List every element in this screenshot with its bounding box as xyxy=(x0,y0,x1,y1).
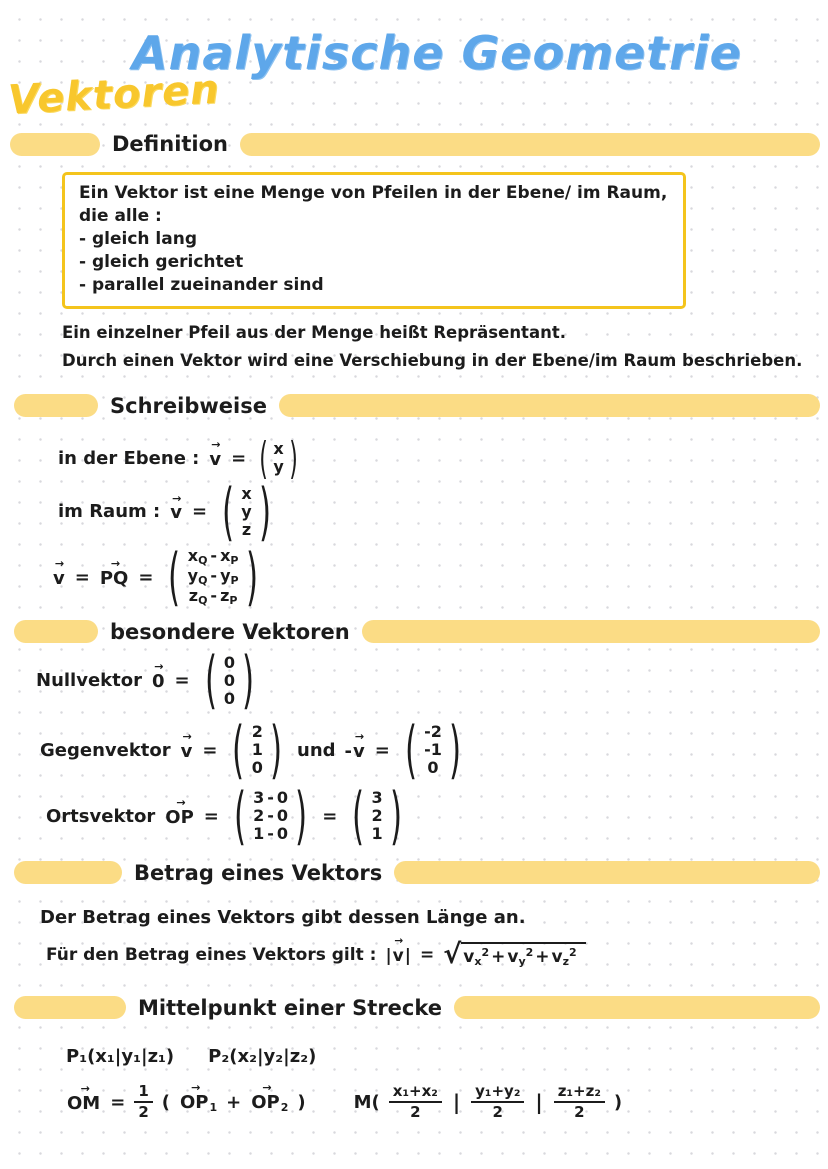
page-header xyxy=(0,0,828,128)
vector-component: -1 xyxy=(424,740,442,760)
column-vector xyxy=(216,485,277,539)
section-title-besondere-vektoren: besondere Vektoren xyxy=(110,619,350,644)
vector-v-symbol: v → xyxy=(169,500,183,523)
equals-sign: = xyxy=(191,501,208,523)
equals-sign: = xyxy=(322,805,338,827)
definition-item: - gleich lang xyxy=(79,228,197,249)
page-title: Analytische Geometrie xyxy=(132,26,742,80)
section-heading-schreibweise xyxy=(14,394,820,418)
vector-component: x xyxy=(241,484,252,504)
vector-component: 0 xyxy=(251,758,263,778)
equals-sign: = xyxy=(138,566,154,588)
left-paren xyxy=(222,486,234,539)
plus-sign: + xyxy=(226,1091,242,1113)
left-paren xyxy=(168,551,180,604)
section-title-schreibweise: Schreibweise xyxy=(110,393,267,418)
formula-label: in der Ebene : xyxy=(58,447,200,469)
vector-component: -2 xyxy=(424,722,442,742)
highlight-pill-left xyxy=(14,620,98,643)
negative-vector-symbol: -v → xyxy=(345,739,366,762)
vector-component: 0 xyxy=(223,652,235,672)
vector-zero-symbol: 0 → xyxy=(151,669,166,692)
right-paren xyxy=(390,790,402,843)
equals-sign: = xyxy=(374,739,390,761)
fraction-one-half: $\frac{1}{2}$ xyxy=(134,1083,152,1122)
vector-component: y xyxy=(241,501,252,521)
right-paren xyxy=(259,486,271,539)
left-paren xyxy=(233,724,245,777)
close-paren: ) xyxy=(297,1091,306,1113)
radical-sign-icon xyxy=(443,943,461,968)
coordinate-separator: | xyxy=(535,1090,543,1115)
column-vector xyxy=(346,789,408,843)
right-paren xyxy=(246,551,258,604)
formula-ortsvektor xyxy=(46,789,828,843)
formula-vector-plane xyxy=(58,440,828,477)
formula-label: Für den Betrag eines Vektors gilt : xyxy=(46,944,377,965)
left-paren xyxy=(205,654,217,707)
vector-component: 0 xyxy=(223,670,235,690)
vector-component: 1 xyxy=(371,823,383,843)
formula-label: Gegenvektor xyxy=(40,739,171,761)
fraction-z: $\frac{\text{z₁+z₂}}{2}$ xyxy=(554,1083,605,1122)
vector-component: 3 - 0 xyxy=(253,788,288,808)
vector-om-symbol: OM → xyxy=(66,1091,101,1114)
vector-component: 2 xyxy=(371,806,383,826)
highlight-pill-left xyxy=(14,861,122,884)
column-vector xyxy=(199,654,261,708)
left-paren xyxy=(405,724,417,777)
vector-component: $x_Q - x_P$ xyxy=(187,545,239,567)
definition-item: - parallel zueinander sind xyxy=(79,274,324,295)
section-title-mittelpunkt: Mittelpunkt einer Strecke xyxy=(138,995,443,1020)
equals-sign: = xyxy=(419,944,435,965)
highlight-pill-left xyxy=(14,394,98,417)
formula-gegenvektor xyxy=(40,723,828,777)
column-vector xyxy=(226,723,288,777)
formula-points xyxy=(66,1046,828,1067)
section-heading-betrag xyxy=(14,861,820,885)
equals-sign: = xyxy=(231,447,247,469)
vector-component: y xyxy=(273,457,284,477)
vector-component: 1 xyxy=(251,740,263,760)
section-title-definition: Definition xyxy=(112,132,229,156)
highlight-pill-right xyxy=(240,133,820,156)
vector-component: 2 xyxy=(251,722,263,742)
left-paren xyxy=(352,790,364,843)
definition-box xyxy=(62,172,686,309)
formula-label: Nullvektor xyxy=(36,670,142,692)
vector-op1-symbol: OP $\to_1$ xyxy=(179,1090,217,1114)
highlight-pill-right xyxy=(394,861,820,884)
definition-item: - gleich gerichtet xyxy=(79,251,244,272)
formula-nullvektor xyxy=(36,654,828,708)
fraction-y: $\frac{\text{y₁+y₂}}{2}$ xyxy=(471,1083,524,1122)
section-heading-mittelpunkt xyxy=(14,996,820,1020)
definition-intro: Ein Vektor ist eine Menge von Pfeilen in der Ebene/ im Raum, die alle : xyxy=(79,183,668,226)
right-paren xyxy=(289,440,298,477)
column-vector xyxy=(255,440,302,477)
section-heading-definition xyxy=(10,132,820,156)
point-p2: P₂(x₂|y₂|z₂) xyxy=(208,1045,317,1067)
right-paren xyxy=(242,654,254,707)
highlight-pill-left xyxy=(10,133,100,156)
formula-midpoint xyxy=(66,1083,828,1122)
left-paren xyxy=(259,440,268,477)
vector-component: 2 - 0 xyxy=(253,806,288,826)
fraction-x: $\frac{\text{x₁+x₂}}{2}$ xyxy=(389,1083,442,1122)
midpoint-m-label: M( xyxy=(353,1091,380,1113)
formula-label: im Raum : xyxy=(58,501,161,523)
vector-pq-symbol: PQ → xyxy=(99,566,130,589)
right-paren xyxy=(295,790,307,843)
vector-op2-symbol: OP $\to_2$ xyxy=(250,1090,288,1114)
formula-vector-pq xyxy=(52,547,828,608)
coordinate-separator: | xyxy=(452,1090,461,1115)
formula-betrag xyxy=(46,942,828,968)
betrag-note: Der Betrag eines Vektors gibt dessen Länge an. xyxy=(40,906,526,928)
vector-v-symbol: v → xyxy=(52,566,66,589)
vector-op-symbol: OP → xyxy=(164,805,195,828)
und-text: und xyxy=(297,739,336,761)
column-vector xyxy=(162,547,263,608)
definition-note-2: Durch einen Vektor wird eine Verschiebung in der Ebene/im Raum beschrieben. xyxy=(62,350,803,370)
vector-component: $z_Q - z_P$ xyxy=(188,586,238,608)
open-paren: ( xyxy=(161,1091,170,1113)
vector-component: 3 xyxy=(371,788,383,808)
square-root: √ $v_x^2 + v_y^2 + v_z^2$ xyxy=(443,942,585,968)
vector-component: z xyxy=(241,519,252,539)
vector-v-symbol: v → xyxy=(180,739,194,762)
equals-sign: = xyxy=(74,566,90,588)
vector-component: 1 - 0 xyxy=(253,823,288,843)
section-title-betrag: Betrag eines Vektors xyxy=(134,860,383,885)
column-vector xyxy=(399,723,467,777)
equals-sign: = xyxy=(174,670,190,692)
highlight-pill-left xyxy=(14,996,126,1019)
close-paren: ) xyxy=(613,1091,623,1113)
vector-component: $y_Q - y_P$ xyxy=(187,566,239,588)
equals-sign: = xyxy=(110,1091,126,1113)
vector-v-symbol: v → xyxy=(208,447,222,470)
vector-component: 0 xyxy=(223,688,235,708)
formula-label: Ortsvektor xyxy=(46,805,156,827)
equals-sign: = xyxy=(202,739,218,761)
point-p1: P₁(x₁|y₁|z₁) xyxy=(66,1045,175,1067)
column-vector xyxy=(228,789,313,843)
vector-component: 0 xyxy=(427,758,439,778)
highlight-pill-right xyxy=(279,394,820,417)
magnitude-expression: |v →| xyxy=(385,944,411,966)
definition-note-1: Ein einzelner Pfeil aus der Menge heißt Repräsentant. xyxy=(62,322,566,342)
left-paren xyxy=(234,790,246,843)
formula-vector-space xyxy=(58,485,828,539)
right-paren xyxy=(449,724,461,777)
highlight-pill-right xyxy=(454,996,820,1019)
right-paren xyxy=(270,724,282,777)
equals-sign: = xyxy=(203,805,219,827)
highlight-pill-right xyxy=(362,620,820,643)
page-subtitle: Vektoren xyxy=(6,66,221,124)
vector-component: x xyxy=(273,439,284,459)
section-heading-besondere-vektoren xyxy=(14,620,820,644)
